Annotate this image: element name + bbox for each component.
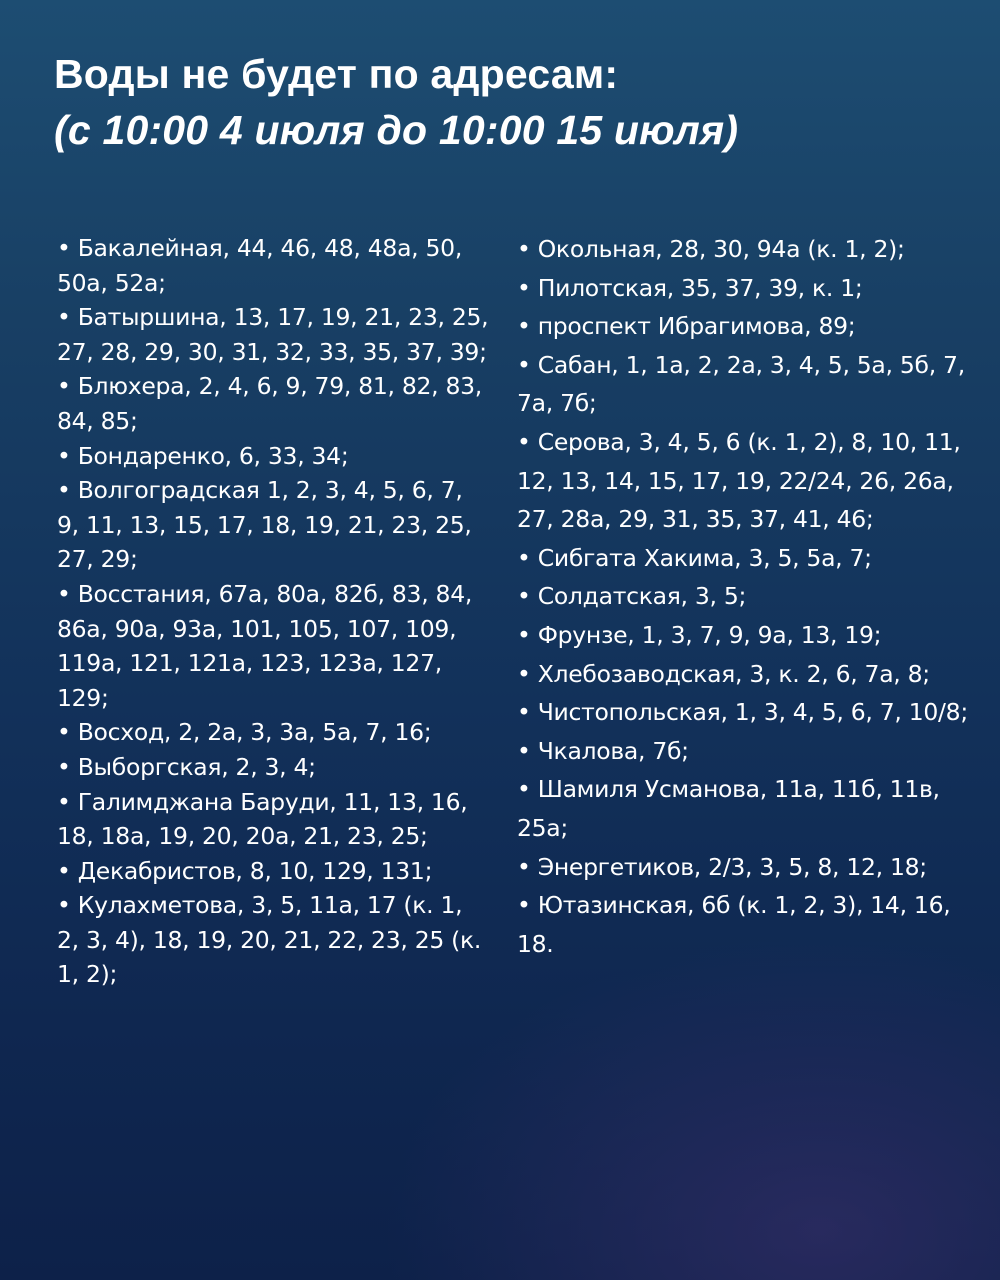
- address-item: • Хлебозаводская, 3, к. 2, 6, 7а, 8;: [517, 655, 979, 694]
- address-item: • Волгоградская 1, 2, 3, 4, 5, 6, 7, 9, 11, 13, 15, 17, 18, 19, 21, 23, 25, 27, 29;: [57, 473, 489, 577]
- address-item: • Декабристов, 8, 10, 129, 131;: [57, 854, 489, 889]
- address-item: • Чистопольская, 1, 3, 4, 5, 6, 7, 10/8;: [517, 693, 979, 732]
- page-title: Воды не будет по адресам:: [54, 51, 619, 97]
- address-list-left: [57, 231, 489, 992]
- address-item: • Бакалейная, 44, 46, 48, 48а, 50, 50а, 52а;: [57, 231, 489, 300]
- address-list-right: [517, 230, 979, 963]
- address-item: • Фрунзе, 1, 3, 7, 9, 9а, 13, 19;: [517, 616, 979, 655]
- address-item: • Шамиля Усманова, 11а, 11б, 11в, 25а;: [517, 770, 979, 847]
- address-item: • Выборгская, 2, 3, 4;: [57, 750, 489, 785]
- address-item: • Ютазинская, 6б (к. 1, 2, 3), 14, 16, 18.: [517, 886, 979, 963]
- address-item: • проспект Ибрагимова, 89;: [517, 307, 979, 346]
- address-item: • Блюхера, 2, 4, 6, 9, 79, 81, 82, 83, 84, 85;: [57, 369, 489, 438]
- address-item: • Пилотская, 35, 37, 39, к. 1;: [517, 269, 979, 308]
- address-item: • Бондаренко, 6, 33, 34;: [57, 439, 489, 474]
- address-item: • Восход, 2, 2а, 3, 3а, 5а, 7, 16;: [57, 715, 489, 750]
- address-item: • Сабан, 1, 1а, 2, 2а, 3, 4, 5, 5а, 5б, 7, 7а, 7б;: [517, 346, 979, 423]
- address-item: • Окольная, 28, 30, 94а (к. 1, 2);: [517, 230, 979, 269]
- address-item: • Галимджана Баруди, 11, 13, 16, 18, 18а, 19, 20, 20а, 21, 23, 25;: [57, 785, 489, 854]
- address-item: • Сибгата Хакима, 3, 5, 5а, 7;: [517, 539, 979, 578]
- address-item: • Энергетиков, 2/3, 3, 5, 8, 12, 18;: [517, 848, 979, 887]
- address-item: • Солдатская, 3, 5;: [517, 577, 979, 616]
- address-item: • Батыршина, 13, 17, 19, 21, 23, 25, 27, 28, 29, 30, 31, 32, 33, 35, 37, 39;: [57, 300, 489, 369]
- address-item: • Восстания, 67а, 80а, 82б, 83, 84, 86а, 90а, 93а, 101, 105, 107, 109, 119а, 121, 121а, 123, 123а, 127, 129;: [57, 577, 489, 715]
- address-item: • Кулахметова, 3, 5, 11а, 17 (к. 1, 2, 3, 4), 18, 19, 20, 21, 22, 23, 25 (к. 1, 2);: [57, 888, 489, 992]
- date-range-subtitle: (с 10:00 4 июля до 10:00 15 июля): [54, 107, 739, 153]
- address-item: • Чкалова, 7б;: [517, 732, 979, 771]
- address-item: • Серова, 3, 4, 5, 6 (к. 1, 2), 8, 10, 11, 12, 13, 14, 15, 17, 19, 22/24, 26, 26а, 27, 28а, 29, 31, 35, 37, 41, 46;: [517, 423, 979, 539]
